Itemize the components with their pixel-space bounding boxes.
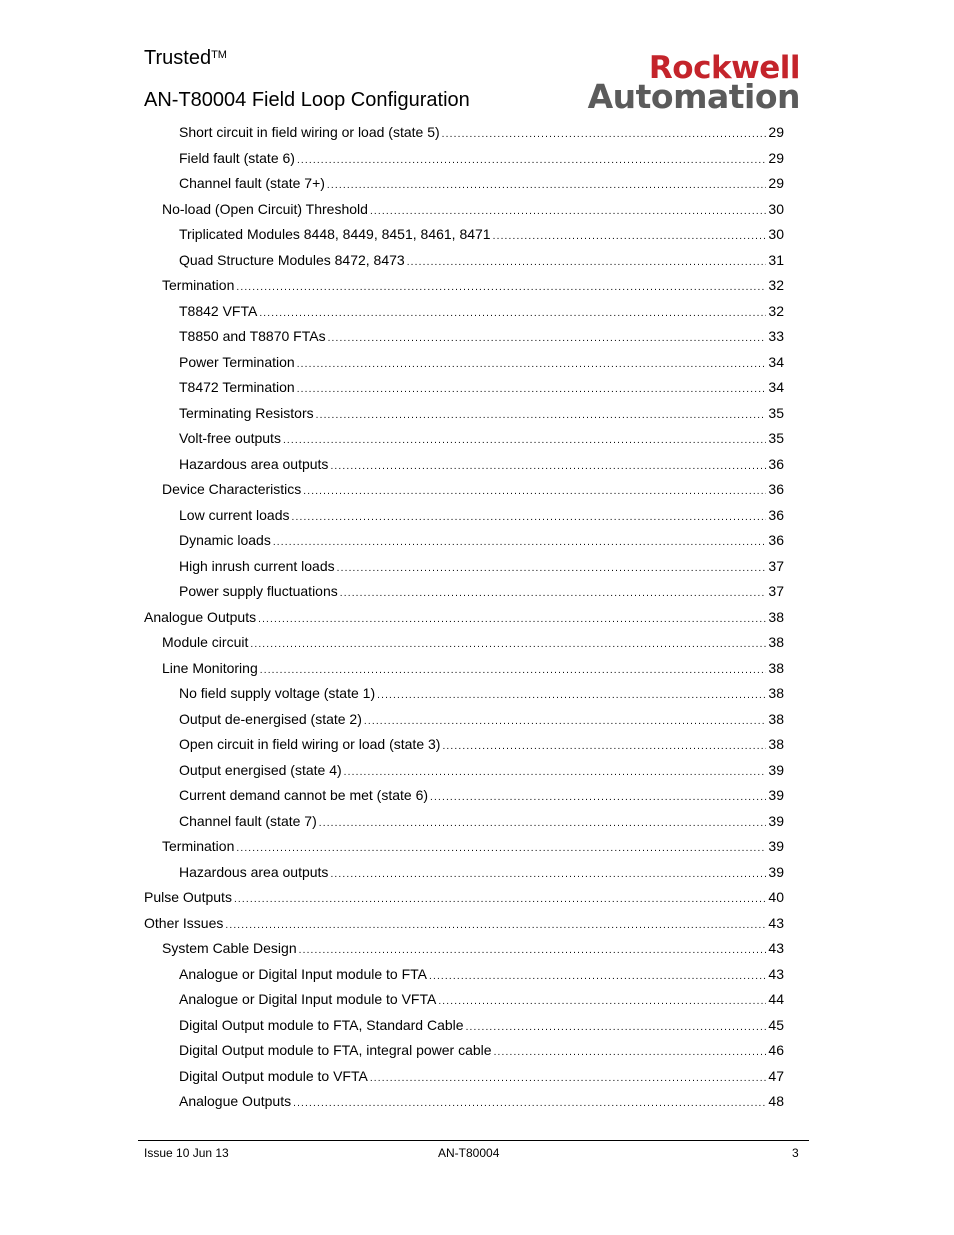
toc-entry-label: Analogue or Digital Input module to VFTA bbox=[179, 991, 437, 1007]
toc-entry-label: Termination bbox=[162, 838, 235, 854]
toc-dot-leader bbox=[364, 713, 766, 731]
toc-entry-label: Field fault (state 6) bbox=[179, 150, 295, 166]
toc-entry-label: Analogue Outputs bbox=[179, 1093, 292, 1109]
toc-entry-page: 29 bbox=[768, 175, 784, 191]
toc-dot-leader bbox=[330, 458, 766, 476]
footer-doc-id: AN-T80004 bbox=[438, 1146, 500, 1160]
logo-line-automation: Automation bbox=[587, 77, 800, 116]
footer-page-number: 3 bbox=[792, 1146, 799, 1160]
toc-entry-page: 32 bbox=[768, 303, 784, 319]
toc-entry-page: 36 bbox=[768, 481, 784, 497]
toc-entry[interactable] bbox=[179, 327, 784, 345]
toc-entry-page: 46 bbox=[768, 1042, 784, 1058]
toc-entry[interactable] bbox=[162, 837, 784, 855]
toc-entry-page: 38 bbox=[768, 711, 784, 727]
toc-entry-label: Analogue or Digital Input module to FTA bbox=[179, 966, 427, 982]
toc-entry-label: Output energised (state 4) bbox=[179, 762, 342, 778]
toc-entry-label: Digital Output module to FTA, integral power cable bbox=[179, 1042, 492, 1058]
toc-entry-label: Terminating Resistors bbox=[179, 405, 314, 421]
toc-dot-leader bbox=[442, 738, 766, 756]
toc-entry-page: 38 bbox=[768, 609, 784, 625]
toc-entry-label: Channel fault (state 7) bbox=[179, 813, 317, 829]
toc-entry-page: 35 bbox=[768, 430, 784, 446]
toc-entry[interactable] bbox=[179, 429, 784, 447]
toc-entry[interactable] bbox=[179, 684, 784, 702]
toc-entry-page: 31 bbox=[768, 252, 784, 268]
toc-entry[interactable] bbox=[179, 378, 784, 396]
toc-entry[interactable] bbox=[179, 761, 784, 779]
toc-entry[interactable] bbox=[179, 353, 784, 371]
toc-entry[interactable] bbox=[144, 608, 784, 626]
toc-entry[interactable] bbox=[179, 582, 784, 600]
toc-entry-page: 34 bbox=[768, 354, 784, 370]
toc-entry[interactable] bbox=[179, 990, 784, 1008]
toc-entry-page: 38 bbox=[768, 685, 784, 701]
toc-entry-page: 37 bbox=[768, 558, 784, 574]
toc-entry-label: Termination bbox=[162, 277, 235, 293]
toc-dot-leader bbox=[466, 1019, 766, 1037]
toc-entry[interactable] bbox=[179, 1067, 784, 1085]
toc-dot-leader bbox=[303, 483, 766, 501]
toc-entry[interactable] bbox=[179, 531, 784, 549]
toc-entry-page: 30 bbox=[768, 226, 784, 242]
toc-entry[interactable] bbox=[144, 914, 784, 932]
toc-entry-label: System Cable Design bbox=[162, 940, 297, 956]
toc-entry-label: Dynamic loads bbox=[179, 532, 271, 548]
toc-entry-page: 34 bbox=[768, 379, 784, 395]
logo-line-rockwell: Rockwell bbox=[648, 50, 800, 86]
toc-entry-label: Triplicated Modules 8448, 8449, 8451, 8461, 8471 bbox=[179, 226, 491, 242]
toc-entry-page: 32 bbox=[768, 277, 784, 293]
toc-entry[interactable] bbox=[162, 939, 784, 957]
toc-entry-label: Module circuit bbox=[162, 634, 249, 650]
toc-entry-label: T8842 VFTA bbox=[179, 303, 258, 319]
toc-entry-page: 39 bbox=[768, 762, 784, 778]
toc-entry-page: 45 bbox=[768, 1017, 784, 1033]
toc-entry-label: Other Issues bbox=[144, 915, 224, 931]
toc-dot-leader bbox=[316, 407, 766, 425]
toc-dot-leader bbox=[319, 815, 766, 833]
toc-entry-page: 35 bbox=[768, 405, 784, 421]
toc-entry-page: 39 bbox=[768, 813, 784, 829]
toc-entry[interactable] bbox=[179, 735, 784, 753]
toc-entry-page: 43 bbox=[768, 915, 784, 931]
brand-name: Trusted bbox=[144, 47, 212, 69]
toc-entry-page: 36 bbox=[768, 532, 784, 548]
toc-entry-label: No field supply voltage (state 1) bbox=[179, 685, 376, 701]
toc-dot-leader bbox=[297, 152, 766, 170]
toc-dot-leader bbox=[442, 126, 766, 144]
toc-entry-label: Short circuit in field wiring or load (state 5) bbox=[179, 124, 440, 140]
document-title: AN-T80004 Field Loop Configuration bbox=[144, 89, 470, 111]
toc-entry-label: Power Termination bbox=[179, 354, 295, 370]
toc-entry-page: 39 bbox=[768, 864, 784, 880]
toc-dot-leader bbox=[258, 611, 766, 629]
toc-dot-leader bbox=[292, 509, 766, 527]
brand-title bbox=[144, 46, 227, 70]
toc-entry[interactable] bbox=[179, 710, 784, 728]
toc-entry-page: 29 bbox=[768, 150, 784, 166]
toc-dot-leader bbox=[225, 917, 766, 935]
toc-dot-leader bbox=[299, 942, 766, 960]
toc-entry-page: 47 bbox=[768, 1068, 784, 1084]
toc-dot-leader bbox=[430, 789, 766, 807]
toc-dot-leader bbox=[429, 968, 766, 986]
toc-entry[interactable] bbox=[179, 965, 784, 983]
toc-dot-leader bbox=[328, 330, 766, 348]
toc-dot-leader bbox=[236, 279, 766, 297]
toc-dot-leader bbox=[438, 993, 766, 1011]
toc-entry-label: Volt-free outputs bbox=[179, 430, 281, 446]
toc-dot-leader bbox=[297, 381, 766, 399]
toc-dot-leader bbox=[273, 534, 766, 552]
toc-entry-page: 36 bbox=[768, 456, 784, 472]
toc-entry-label: T8472 Termination bbox=[179, 379, 295, 395]
toc-entry-label: Digital Output module to FTA, Standard Cable bbox=[179, 1017, 464, 1033]
toc-entry[interactable] bbox=[179, 1092, 784, 1110]
toc-entry-page: 38 bbox=[768, 736, 784, 752]
toc-entry[interactable] bbox=[179, 149, 784, 167]
toc-entry-label: Hazardous area outputs bbox=[179, 456, 329, 472]
toc-entry-page: 48 bbox=[768, 1093, 784, 1109]
toc-dot-leader bbox=[340, 585, 766, 603]
toc-dot-leader bbox=[327, 177, 766, 195]
toc-entry-page: 38 bbox=[768, 634, 784, 650]
toc-entry-label: Hazardous area outputs bbox=[179, 864, 329, 880]
toc-entry-label: Low current loads bbox=[179, 507, 290, 523]
toc-entry[interactable] bbox=[179, 225, 784, 243]
toc-dot-leader bbox=[297, 356, 766, 374]
toc-entry[interactable] bbox=[179, 251, 784, 269]
toc-dot-leader bbox=[370, 203, 766, 221]
toc-entry-page: 30 bbox=[768, 201, 784, 217]
toc-entry-label: T8850 and T8870 FTAs bbox=[179, 328, 326, 344]
toc-entry[interactable] bbox=[179, 404, 784, 422]
toc-entry-page: 36 bbox=[768, 507, 784, 523]
toc-dot-leader bbox=[344, 764, 766, 782]
footer-divider bbox=[138, 1140, 809, 1141]
toc-entry-label: Digital Output module to VFTA bbox=[179, 1068, 368, 1084]
toc-entry-label: No-load (Open Circuit) Threshold bbox=[162, 201, 368, 217]
toc-entry[interactable] bbox=[179, 812, 784, 830]
toc-entry-label: Analogue Outputs bbox=[144, 609, 257, 625]
toc-entry[interactable] bbox=[179, 557, 784, 575]
toc-entry-page: 44 bbox=[768, 991, 784, 1007]
toc-dot-leader bbox=[337, 560, 766, 578]
toc-entry-label: High inrush current loads bbox=[179, 558, 335, 574]
toc-entry-label: Power supply fluctuations bbox=[179, 583, 338, 599]
toc-dot-leader bbox=[293, 1095, 766, 1113]
toc-entry-page: 39 bbox=[768, 838, 784, 854]
toc-dot-leader bbox=[236, 840, 766, 858]
toc-entry-label: Channel fault (state 7+) bbox=[179, 175, 325, 191]
toc-entry[interactable] bbox=[162, 480, 784, 498]
toc-entry-page: 38 bbox=[768, 660, 784, 676]
toc-entry[interactable] bbox=[179, 455, 784, 473]
toc-entry[interactable] bbox=[162, 200, 784, 218]
toc-entry[interactable] bbox=[179, 123, 784, 141]
toc-dot-leader bbox=[377, 687, 766, 705]
toc-entry-label: Line Monitoring bbox=[162, 660, 258, 676]
toc-entry-label: Device Characteristics bbox=[162, 481, 302, 497]
toc-entry-page: 29 bbox=[768, 124, 784, 140]
toc-entry-page: 43 bbox=[768, 966, 784, 982]
toc-entry[interactable] bbox=[179, 1016, 784, 1034]
toc-entry-page: 33 bbox=[768, 328, 784, 344]
toc-dot-leader bbox=[407, 254, 766, 272]
toc-dot-leader bbox=[330, 866, 766, 884]
toc-dot-leader bbox=[494, 1044, 766, 1062]
toc-dot-leader bbox=[260, 662, 766, 680]
toc-entry-page: 40 bbox=[768, 889, 784, 905]
toc-dot-leader bbox=[250, 636, 766, 654]
toc-dot-leader bbox=[234, 891, 766, 909]
toc-entry[interactable] bbox=[144, 888, 784, 906]
footer-issue: Issue 10 Jun 13 bbox=[144, 1146, 229, 1160]
toc-dot-leader bbox=[283, 432, 766, 450]
toc-dot-leader bbox=[493, 228, 766, 246]
toc-entry-label: Current demand cannot be met (state 6) bbox=[179, 787, 429, 803]
toc-entry-label: Open circuit in field wiring or load (state 3) bbox=[179, 736, 441, 752]
toc-entry[interactable] bbox=[179, 302, 784, 320]
toc-entry[interactable] bbox=[162, 633, 784, 651]
toc-entry-label: Quad Structure Modules 8472, 8473 bbox=[179, 252, 405, 268]
rockwell-automation-logo bbox=[566, 50, 802, 116]
toc-dot-leader bbox=[370, 1070, 766, 1088]
toc-entry-label: Pulse Outputs bbox=[144, 889, 232, 905]
toc-entry-label: Output de-energised (state 2) bbox=[179, 711, 362, 727]
toc-entry[interactable] bbox=[162, 659, 784, 677]
toc-entry[interactable] bbox=[179, 863, 784, 881]
toc-entry-page: 39 bbox=[768, 787, 784, 803]
toc-entry[interactable] bbox=[179, 174, 784, 192]
toc-entry[interactable] bbox=[179, 1041, 784, 1059]
trademark-symbol: TM bbox=[211, 49, 227, 61]
toc-entry[interactable] bbox=[179, 506, 784, 524]
toc-entry-page: 37 bbox=[768, 583, 784, 599]
toc-dot-leader bbox=[259, 305, 766, 323]
toc-entry[interactable] bbox=[162, 276, 784, 294]
toc-entry[interactable] bbox=[179, 786, 784, 804]
toc-entry-page: 43 bbox=[768, 940, 784, 956]
